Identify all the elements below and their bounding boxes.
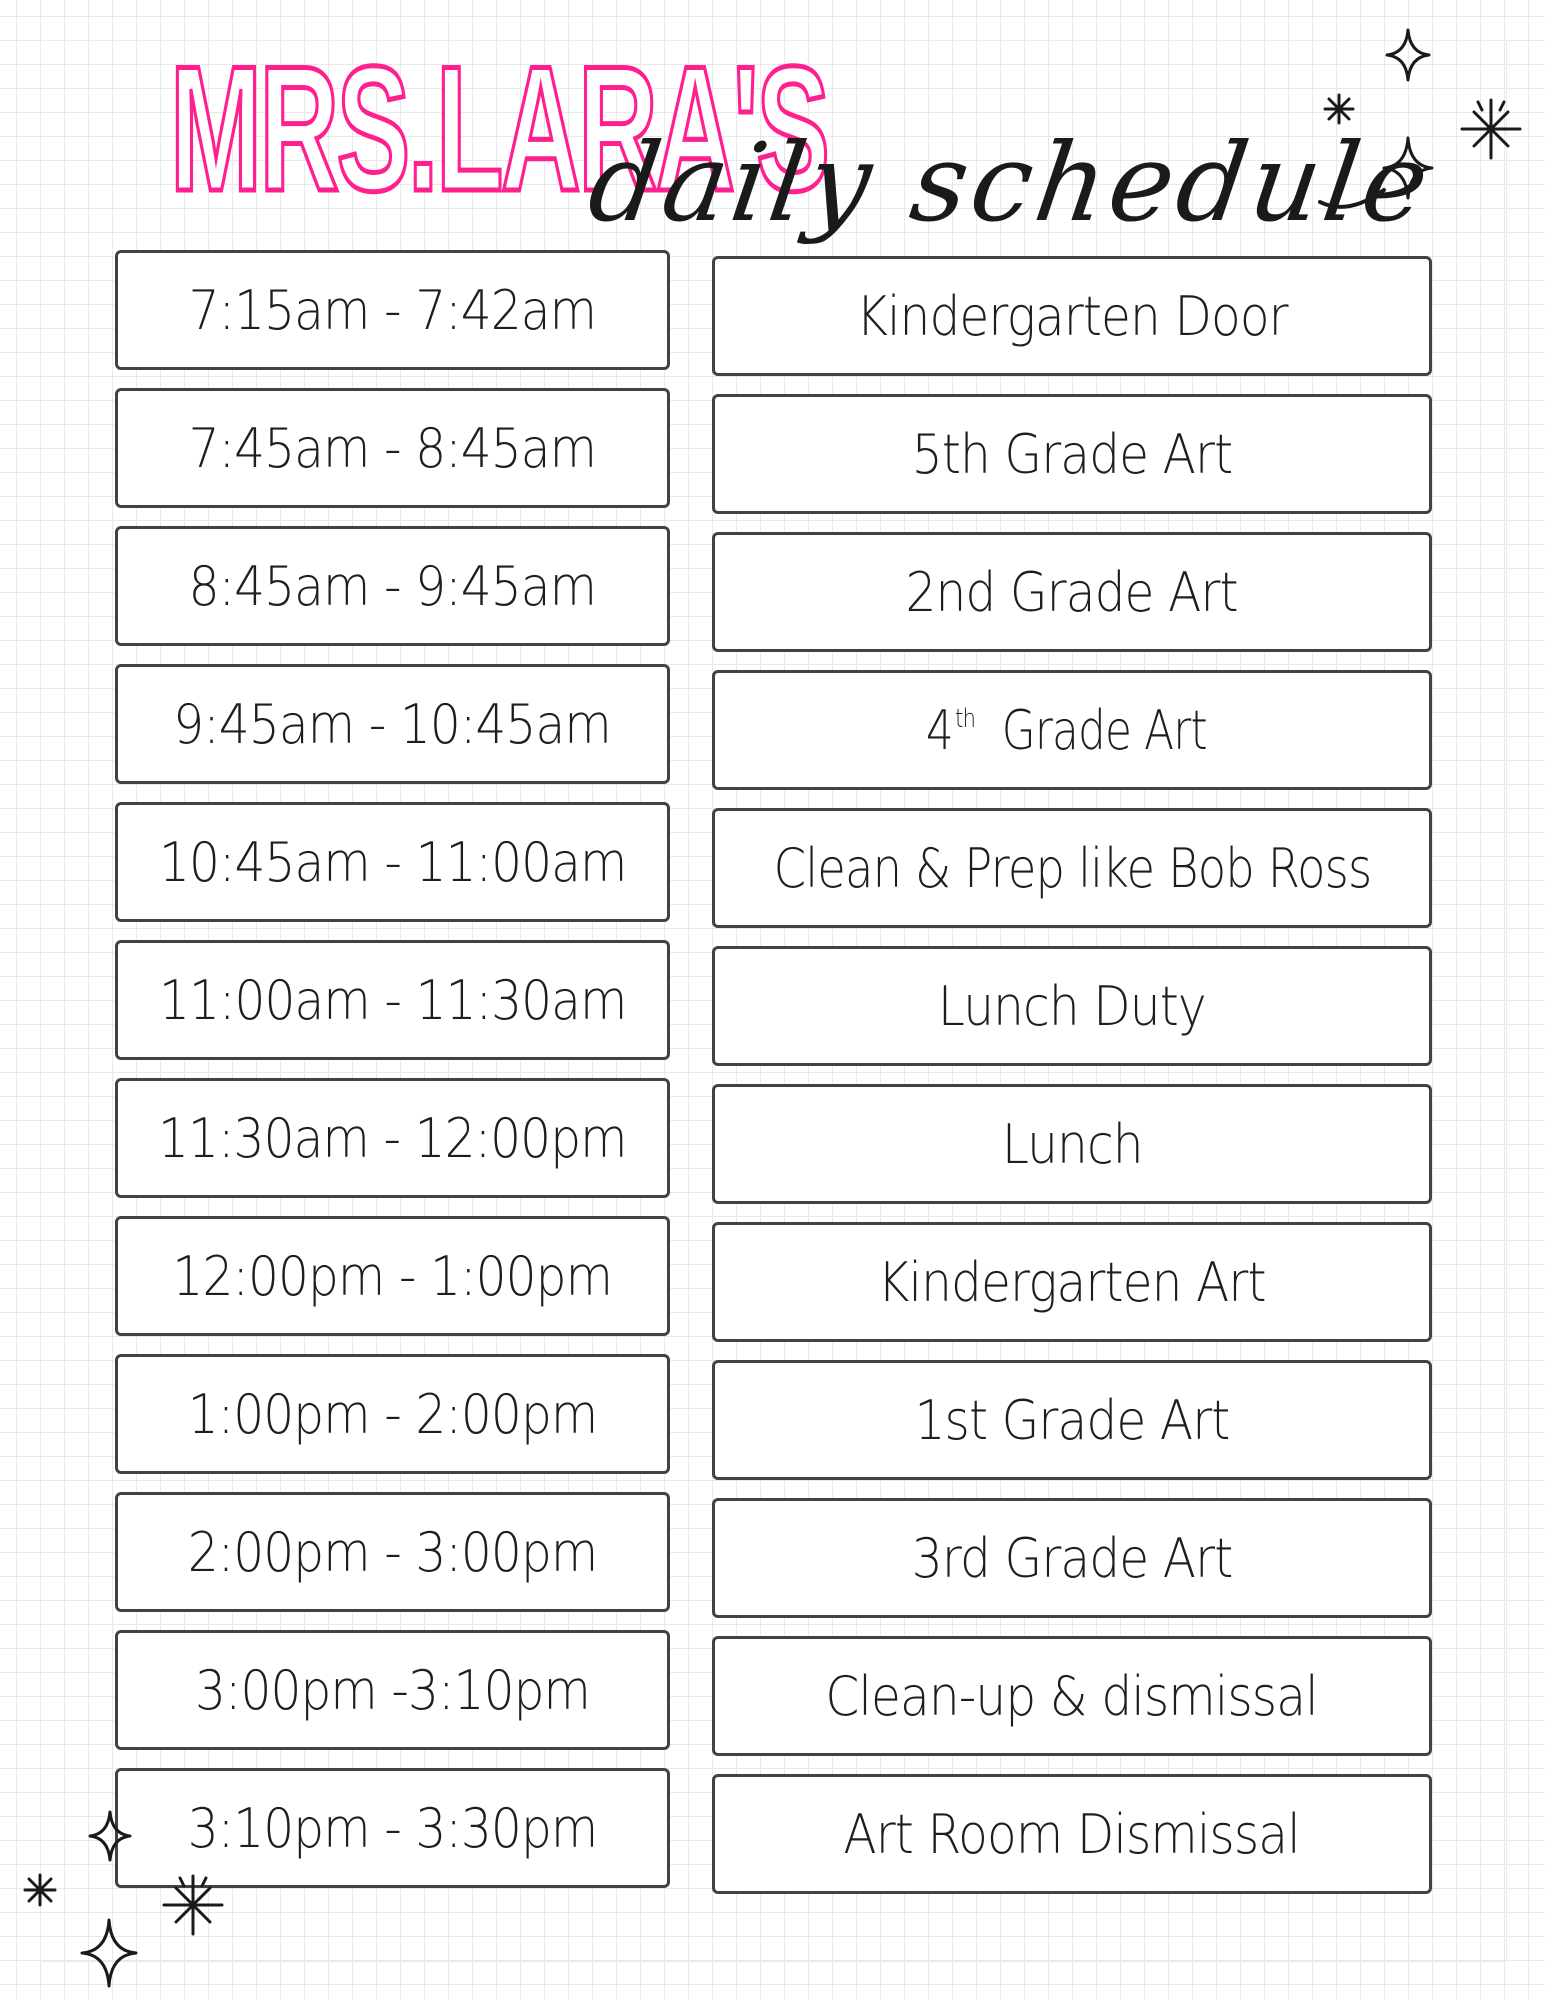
starburst-icon bbox=[1458, 96, 1524, 162]
sparkle-icon bbox=[1385, 28, 1431, 82]
time-slot: 12:00pm - 1:00pm bbox=[115, 1216, 670, 1336]
time-slot: 8:45am - 9:45am bbox=[115, 526, 670, 646]
time-slot: 11:30am - 12:00pm bbox=[115, 1078, 670, 1198]
time-slot: 3:10pm - 3:30pm bbox=[115, 1768, 670, 1888]
time-slot: 11:00am - 11:30am bbox=[115, 940, 670, 1060]
activity-rest: Grade Art bbox=[989, 698, 1208, 762]
page-title: MRS.LARA'S bbox=[170, 29, 828, 228]
time-slot: 7:15am - 7:42am bbox=[115, 250, 670, 370]
activity-slot: Lunch Duty bbox=[712, 946, 1432, 1066]
time-slot: 7:45am - 8:45am bbox=[115, 388, 670, 508]
activity-superscript: th bbox=[955, 703, 976, 734]
sparkle-icon bbox=[88, 1810, 132, 1862]
activity-slot: Clean-up & dismissal bbox=[712, 1636, 1432, 1756]
asterisk-icon bbox=[22, 1872, 58, 1908]
starburst-icon bbox=[160, 1872, 226, 1938]
script-flourish bbox=[1318, 182, 1388, 222]
activity-slot: Clean & Prep like Bob Ross bbox=[712, 808, 1432, 928]
activity-slot: 3rd Grade Art bbox=[712, 1498, 1432, 1618]
activity-slot: 5th Grade Art bbox=[712, 394, 1432, 514]
sparkle-icon bbox=[80, 1918, 138, 1988]
activity-slot: 1st Grade Art bbox=[712, 1360, 1432, 1480]
page-subtitle: daily schedule bbox=[581, 121, 1440, 246]
activity-number: 4 bbox=[926, 698, 954, 762]
time-slot: 2:00pm - 3:00pm bbox=[115, 1492, 670, 1612]
time-slot: 1:00pm - 2:00pm bbox=[115, 1354, 670, 1474]
asterisk-icon bbox=[1322, 92, 1356, 126]
time-slot: 3:00pm -3:10pm bbox=[115, 1630, 670, 1750]
activity-slot bbox=[712, 670, 1432, 790]
activity-slot: 2nd Grade Art bbox=[712, 532, 1432, 652]
activity-slot: Kindergarten Door bbox=[712, 256, 1432, 376]
activity-slot: Kindergarten Art bbox=[712, 1222, 1432, 1342]
time-slot: 9:45am - 10:45am bbox=[115, 664, 670, 784]
sparkle-icon bbox=[1382, 136, 1434, 200]
activity-slot: Lunch bbox=[712, 1084, 1432, 1204]
time-slot: 10:45am - 11:00am bbox=[115, 802, 670, 922]
activity-slot: Art Room Dismissal bbox=[712, 1774, 1432, 1894]
